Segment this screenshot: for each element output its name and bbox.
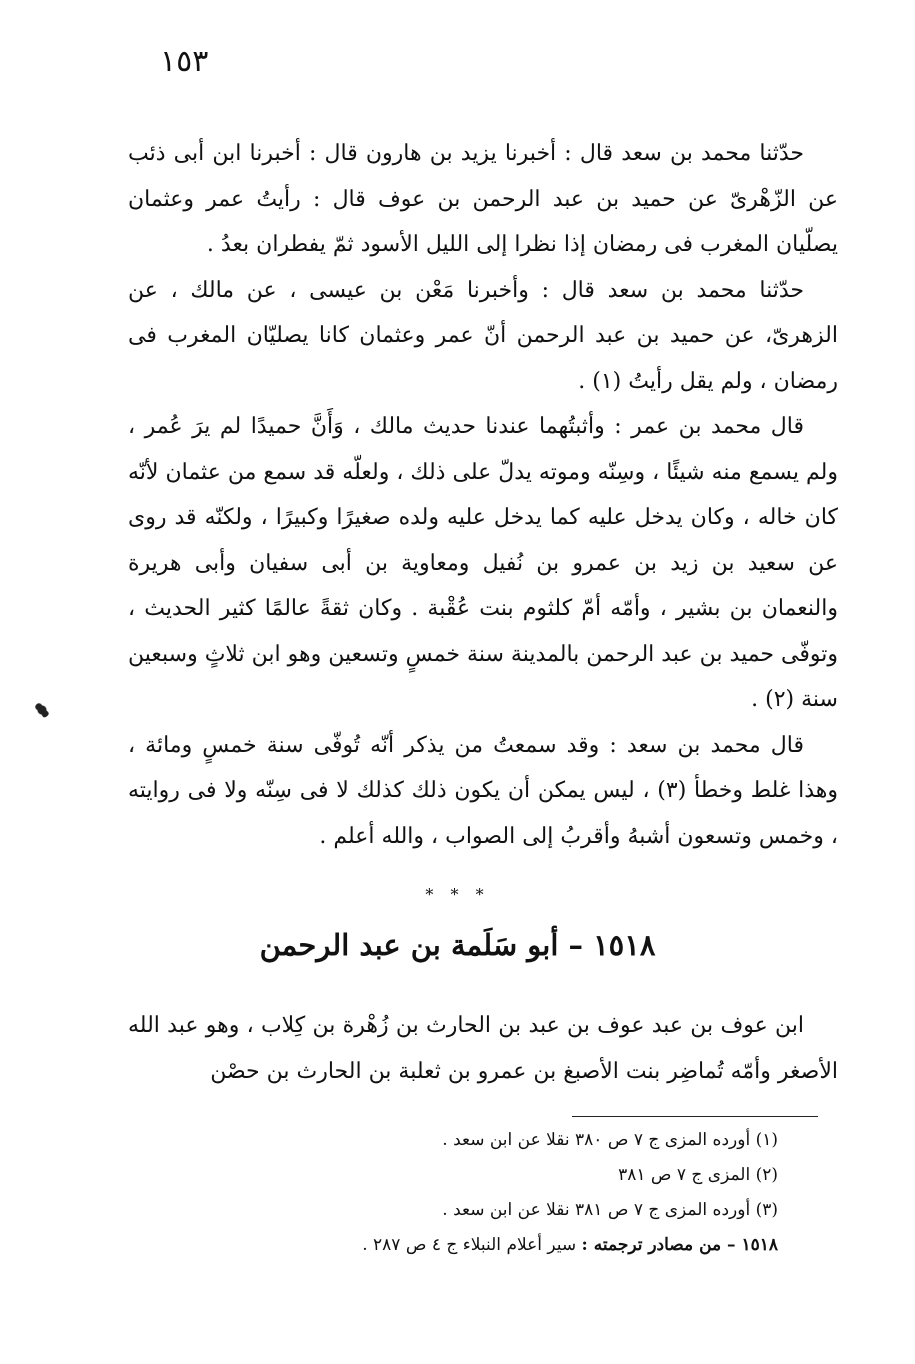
- section-separator: * * *: [425, 885, 490, 904]
- paragraph: قال محمد بن عمر : وأثبتُهما عندنا حديث مالك ، وَأَنَّ حميدًا لم يرَ عُمر ، ولم يسمع منه شيئًا ، وسِنّه وموته يدلّ على ذلك ، ولعلّه قد سمع من عثمان لأنّه كان خاله ، وكان يدخل عليه كما يدخل عليه ولده صغيرًا وكبيرًا ، ولكنّه قد روى عن سعيد بن زيد بن عمرو بن نُفيل ومعاوية بن أبى سفيان وأبى هريرة والنعمان بن بشير ، وأمّه أمّ كلثوم بنت عُقْبة . وكان ثقةً عالمًا كثير الحديث ، وتوفّى حميد بن عبد الرحمن بالمدينة سنة خمسٍ وتسعين وهو ابن ثلاثٍ وسبعين سنة (٢) .: [128, 414, 838, 712]
- sources-note: [128, 1228, 778, 1263]
- entry-heading: ١٥١٨ – أبو سَلَمة بن عبد الرحمن: [259, 928, 656, 962]
- bio-text: [128, 1003, 838, 1094]
- paragraph: حدّثنا محمد بن سعد قال : وأخبرنا مَعْن بن عيسى ، عن مالك ، عن الزهرىّ، عن حميد بن عبد الرحمن أنّ عمر وعثمان كانا يصليّان المغرب فى رمضان ، ولم يقل رأيتُ (١) .: [128, 277, 838, 394]
- footnote: (٣) أورده المزى ج ٧ ص ٣٨١ نقلا عن ابن سعد .: [442, 1200, 778, 1220]
- sources-label: ١٥١٨ – من مصادر ترجمته :: [581, 1235, 778, 1255]
- page-number: ١٥٣: [160, 44, 209, 79]
- sources-text: سير أعلام النبلاء ج ٤ ص ٢٨٧ .: [362, 1235, 582, 1255]
- main-text: [128, 131, 838, 859]
- footnote: (٢) المزى ج ٧ ص ٣٨١: [618, 1165, 778, 1185]
- footnote: (١) أورده المزى ج ٧ ص ٣٨٠ نقلا عن ابن سعد .: [442, 1130, 778, 1150]
- paragraph: ابن عوف بن عبد عوف بن عبد بن الحارث بن زُهْرة بن كِلاب ، وهو عبد الله الأصغر وأمّه تُماضِر بنت الأصبغ بن عمرو بن ثعلبة بن الحارث بن حصْن: [128, 1013, 838, 1084]
- footnote-divider: [572, 1116, 818, 1117]
- paragraph: حدّثنا محمد بن سعد قال : أخبرنا يزيد بن هارون قال : أخبرنا ابن أبى ذئب عن الزّهْرىّ عن حميد بن عبد الرحمن بن عوف قال : رأيتُ عمر وعثمان يصلّيان المغرب فى رمضان إذا نظرا إلى الليل الأسود ثمّ يفطران بعدُ .: [128, 141, 838, 257]
- margin-ink-mark-icon: [34, 702, 50, 718]
- footnotes: [128, 1123, 778, 1263]
- paragraph: قال محمد بن سعد : وقد سمعتُ من يذكر أنّه تُوفّى سنة خمسٍ ومائة ، وهذا غلط وخطأ (٣) ، ليس يمكن أن يكون ذلك كذلك لا فى سِنّه ولا فى روايته ، وخمس وتسعون أشبهُ وأقربُ إلى الصواب ، والله أعلم .: [128, 732, 839, 849]
